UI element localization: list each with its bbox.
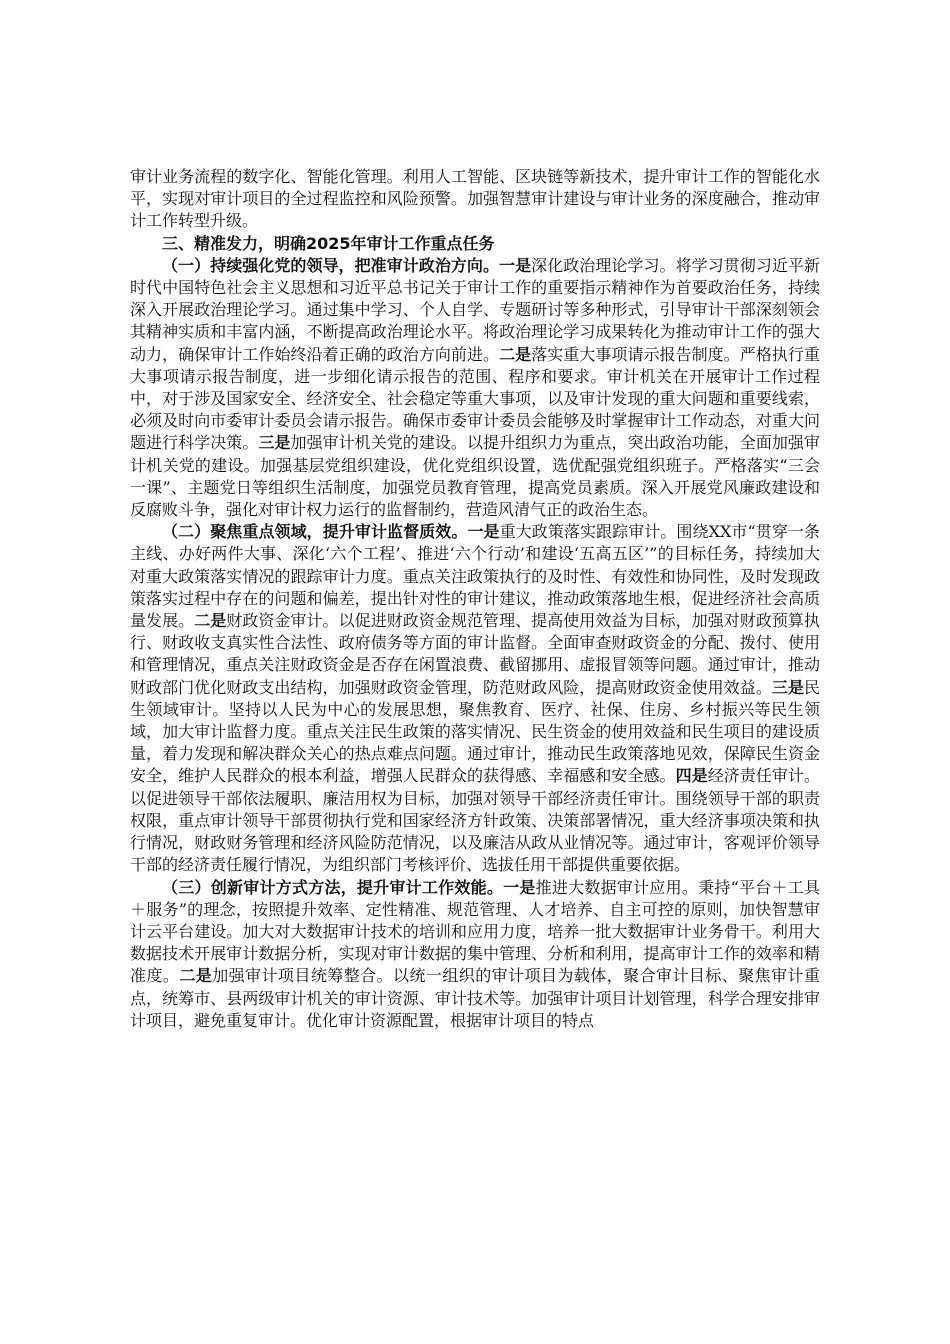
item-text: 落实重大事项请示报告制度。严格执行重大事项请示报告制度，进一步细化请示报告的范围、程序和要求。审计机关在开展审计工作过程中，对于涉及国家安全、经济安全、社会稳定等重大事项，以及审计发现的重大问题和重要线索，必须及时向市委审计委员会请示报告。确保市委审计委员会能够及时掌握审计工作动态，对重大问题进行科学决策。 [130, 344, 820, 453]
item-marker: 一是 [503, 877, 536, 897]
item-marker: 二是 [179, 966, 213, 986]
item-marker: 一是 [499, 255, 532, 275]
paragraph-innovation [130, 877, 820, 1032]
subsection-title: （二）聚焦重点领域，提升审计监督质效。 [162, 522, 468, 542]
section-heading: 三、精准发力，明确2025年审计工作重点任务 [162, 233, 495, 253]
document-body [130, 166, 820, 1032]
paragraph-key-areas [130, 521, 820, 876]
item-marker: 三是 [258, 433, 291, 453]
item-marker: 二是 [499, 344, 532, 364]
item-text: 民生领域审计。坚持以人民为中心的发展思想，聚焦教育、医疗、社保、住房、乡村振兴等民生领域，加大审计监督力度。重点关注民生政策的落实情况、民生资金的使用效益和民生项目的建设质量，着力发现和解决群众关心的热点难点问题。通过审计，推动民生政策落地见效，保障民生资金安全，维护人民群众的根本利益，增强人民群众的获得感、幸福感和安全感。 [130, 677, 820, 786]
paragraph-intro: 审计业务流程的数字化、智能化管理。利用人工智能、区块链等新技术，提升审计工作的智能化水平，实现对审计项目的全过程监控和风险预警。加强智慧审计建设与审计业务的深度融合，推动审计工作转型升级。 [130, 167, 820, 231]
item-marker: 二是 [194, 611, 227, 631]
item-marker: 三是 [771, 677, 804, 697]
item-text: 推进大数据审计应用。秉持“平台＋工具＋服务”的理念，按照提升效率、定性精准、规范管理、人才培养、自主可控的原则，加快智慧审计云平台建设。加大对大数据审计技术的培训和应用力度，培养一批大数据审计业务骨干。利用大数据技术开展审计数据分析，实现对审计数据的集中管理、分析和利用，提高审计工作的效率和精准度。 [130, 877, 820, 986]
subsection-title: （三）创新审计方式方法，提升审计工作效能。 [162, 877, 504, 897]
item-text: 加强审计项目统筹整合。以统一组织的审计项目为载体，聚合审计目标、聚焦审计重点，统筹市、县两级审计机关的审计资源、审计技术等。加强审计项目计划管理，科学合理安排审计项目，避免重复审计。优化审计资源配置，根据审计项目的特点 [130, 966, 820, 1030]
subsection-title: （一）持续强化党的领导，把准审计政治方向。 [162, 255, 500, 275]
item-text: 重大政策落实跟踪审计。围绕XX市“贯穿一条主线、办好两件大事、深化‘六个工程’、推进‘六个行动’和建设‘五高五区’”的目标任务，持续加大对重大政策落实情况的跟踪审计力度。重点关注政策执行的及时性、有效性和协同性，及时发现政策落实过程中存在的问题和偏差，提出针对性的审计建议，推动政策落地生根，促进经济社会高质量发展。 [130, 522, 820, 631]
paragraph-party-leadership [130, 255, 820, 521]
item-text: 加强审计机关党的建设。以提升组织力为重点，突出政治功能，全面加强审计机关党的建设。加强基层党组织建设，优化党组织设置，选优配强党组织班子。严格落实“三会一课”、主题党日等组织生活制度，加强党员教育管理，提高党员素质。深入开展党风廉政建设和反腐败斗争，强化对审计权力运行的监督制约，营造风清气正的政治生态。 [130, 433, 820, 520]
item-text: 财政资金审计。以促进财政资金规范管理、提高使用效益为目标，加强对财政预算执行、财政收支真实性合法性、政府债务等方面的审计监督。全面审查财政资金的分配、拨付、使用和管理情况，重点关注财政资金是否存在闲置浪费、截留挪用、虚报冒领等问题。通过审计，推动财政部门优化财政支出结构，加强财政资金管理，防范财政风险，提高财政资金使用效益。 [130, 611, 820, 697]
item-text: 经济责任审计。以促进领导干部依法履职、廉洁用权为目标，加强对领导干部经济责任审计。围绕领导干部的职责权限，重点审计领导干部贯彻执行党和国家经济方针政策、决策部署情况，重大经济事项决策和执行情况，财政财务管理和经济风险防范情况，以及廉洁从政从业情况等。通过审计，客观评价领导干部的经济责任履行情况，为组织部门考核评价、选拔任用干部提供重要依据。 [130, 766, 820, 875]
item-marker: 四是 [675, 766, 708, 786]
item-marker: 一是 [467, 522, 500, 542]
item-text: 深化政治理论学习。将学习贯彻习近平新时代中国特色社会主义思想和习近平总书记关于审计工作的重要指示精神作为首要政治任务，持续深入开展政治理论学习。通过集中学习、个人自学、专题研讨等多种形式，引导审计干部深刻领会其精神实质和丰富内涵，不断提高政治理论水平。将政治理论学习成果转化为推动审计工作的强大动力，确保审计工作始终沿着正确的政治方向前进。 [130, 255, 820, 364]
